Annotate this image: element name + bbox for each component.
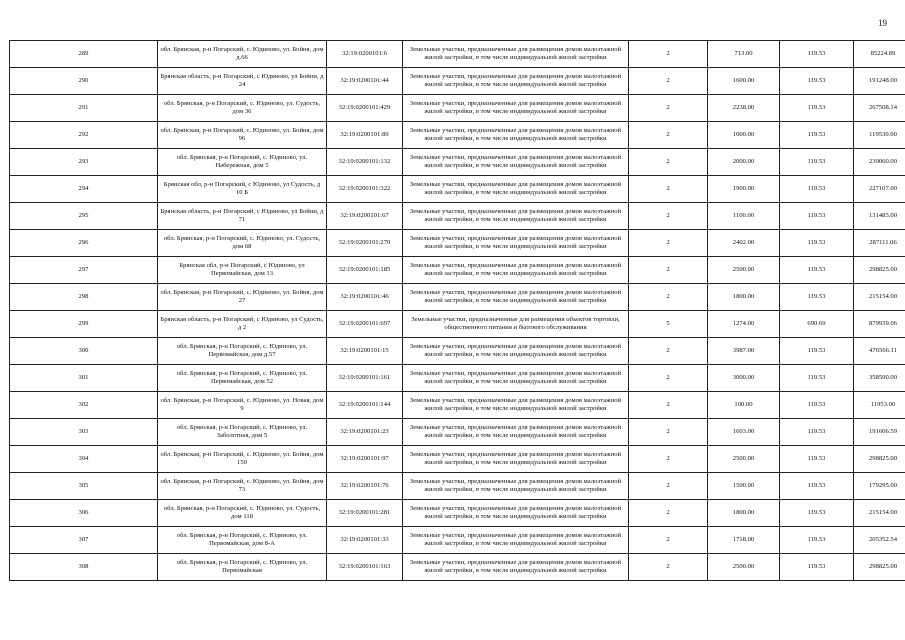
- row-number-cell: 290: [10, 68, 158, 95]
- table-row: [10, 338, 905, 365]
- address-cell: Брянская область, р-н Погарский, с Юдиново, ул Бойни, д 24: [158, 68, 327, 95]
- cadastral-number-cell: 32:19:0200101:15: [327, 338, 403, 365]
- category-cell: 2: [629, 473, 708, 500]
- permitted-use-cell: Земельные участки, предназначенные для размещения домов малоэтажной жилой застройки, в том числе индивидуальной жилой застройки: [403, 446, 629, 473]
- category-cell: 2: [629, 203, 708, 230]
- rate-cell: 119.53: [780, 392, 854, 419]
- table-row: [10, 419, 905, 446]
- permitted-use-cell: Земельные участки, предназначенные для размещения домов малоэтажной жилой застройки, в том числе индивидуальной жилой застройки: [403, 554, 629, 581]
- category-cell: 2: [629, 500, 708, 527]
- rate-cell: 119.53: [780, 554, 854, 581]
- page-number: 19: [878, 18, 887, 28]
- cadastral-value-cell: 298825.00: [854, 257, 905, 284]
- category-cell: 2: [629, 365, 708, 392]
- permitted-use-cell: Земельные участки, предназначенные для размещения объектов торговли, общественного питания и бытового обслуживания: [403, 311, 629, 338]
- area-cell: 2402.00: [708, 230, 780, 257]
- cadastral-number-cell: 32:19:0200101:44: [327, 68, 403, 95]
- table-row: [10, 392, 905, 419]
- row-number-cell: 308: [10, 554, 158, 581]
- table-row: [10, 311, 905, 338]
- permitted-use-cell: Земельные участки, предназначенные для размещения домов малоэтажной жилой застройки, в том числе индивидуальной жилой застройки: [403, 257, 629, 284]
- cadastral-value-cell: 239060.00: [854, 149, 905, 176]
- row-number-cell: 298: [10, 284, 158, 311]
- category-cell: 2: [629, 419, 708, 446]
- table-row: [10, 365, 905, 392]
- area-cell: 2500.00: [708, 554, 780, 581]
- category-cell: 2: [629, 68, 708, 95]
- cadastral-value-cell: 191606.59: [854, 419, 905, 446]
- category-cell: 2: [629, 149, 708, 176]
- row-number-cell: 289: [10, 41, 158, 68]
- category-cell: 2: [629, 554, 708, 581]
- cadastral-value-cell: 119530.00: [854, 122, 905, 149]
- rate-cell: 119.53: [780, 68, 854, 95]
- row-number-cell: 296: [10, 230, 158, 257]
- address-cell: обл. Брянская, р-н Погарский, с. Юдиново, ул. Набережная, дом 5: [158, 149, 327, 176]
- cadastral-value-cell: 85224.89: [854, 41, 905, 68]
- category-cell: 2: [629, 392, 708, 419]
- cadastral-value-cell: 267508.14: [854, 95, 905, 122]
- cadastral-number-cell: 32:19:0200101:144: [327, 392, 403, 419]
- area-cell: 2500.00: [708, 257, 780, 284]
- rate-cell: 119.53: [780, 500, 854, 527]
- address-cell: обл. Брянская, р-н Погарский, с. Юдиново, ул. Судость, дом 36: [158, 95, 327, 122]
- category-cell: 2: [629, 122, 708, 149]
- row-number-cell: 300: [10, 338, 158, 365]
- area-cell: 1100.00: [708, 203, 780, 230]
- rate-cell: 119.53: [780, 365, 854, 392]
- permitted-use-cell: Земельные участки, предназначенные для размещения домов малоэтажной жилой застройки, в том числе индивидуальной жилой застройки: [403, 176, 629, 203]
- cadastral-value-cell: 879939.06: [854, 311, 905, 338]
- address-cell: обл. Брянская, р-н Погарский, с. Юдиново, ул. Бойня, дом 73: [158, 473, 327, 500]
- table-row: [10, 554, 905, 581]
- table-row: [10, 473, 905, 500]
- rate-cell: 119.53: [780, 473, 854, 500]
- cadastral-number-cell: 32:19:0200101:67: [327, 203, 403, 230]
- address-cell: обл. Брянская, р-н Погарский, с. Юдиново, ул. Первомайская, дом 52: [158, 365, 327, 392]
- cadastral-number-cell: 32:19:0200101:76: [327, 473, 403, 500]
- area-cell: 1600.00: [708, 68, 780, 95]
- cadastral-value-cell: 287111.06: [854, 230, 905, 257]
- row-number-cell: 295: [10, 203, 158, 230]
- table-row: [10, 95, 905, 122]
- area-cell: 2500.00: [708, 446, 780, 473]
- row-number-cell: 307: [10, 527, 158, 554]
- cadastral-value-cell: 298825.00: [854, 446, 905, 473]
- table-row: [10, 284, 905, 311]
- permitted-use-cell: Земельные участки, предназначенные для размещения домов малоэтажной жилой застройки, в том числе индивидуальной жилой застройки: [403, 122, 629, 149]
- category-cell: 5: [629, 311, 708, 338]
- row-number-cell: 306: [10, 500, 158, 527]
- address-cell: обл. Брянская, р-н Погарский, с. Юдиново, ул. Судость, дом 118: [158, 500, 327, 527]
- area-cell: 2000.00: [708, 149, 780, 176]
- rate-cell: 119.53: [780, 257, 854, 284]
- table-row: [10, 527, 905, 554]
- category-cell: 2: [629, 338, 708, 365]
- rate-cell: 119.53: [780, 446, 854, 473]
- rate-cell: 690.69: [780, 311, 854, 338]
- rate-cell: 119.53: [780, 203, 854, 230]
- rate-cell: 119.53: [780, 176, 854, 203]
- permitted-use-cell: Земельные участки, предназначенные для размещения домов малоэтажной жилой застройки, в том числе индивидуальной жилой застройки: [403, 230, 629, 257]
- cadastral-number-cell: 32:19:0200101:23: [327, 419, 403, 446]
- cadastral-number-cell: 32:19:0200101:6: [327, 41, 403, 68]
- address-cell: обл. Брянская, р-н Погарский, с. Юдиново, ул. Заболотная, дом 5: [158, 419, 327, 446]
- cadastral-value-cell: 215154.00: [854, 500, 905, 527]
- address-cell: обл. Брянская, р-н Погарский, с. Юдиново, ул. Бойня, дом 96: [158, 122, 327, 149]
- row-number-cell: 302: [10, 392, 158, 419]
- area-cell: 3987.00: [708, 338, 780, 365]
- row-number-cell: 305: [10, 473, 158, 500]
- rate-cell: 119.53: [780, 284, 854, 311]
- area-cell: 1274.00: [708, 311, 780, 338]
- address-cell: обл. Брянская, р-н Погарский, с. Юдиново, ул. Первомайская: [158, 554, 327, 581]
- cadastral-value-cell: 215154.00: [854, 284, 905, 311]
- permitted-use-cell: Земельные участки, предназначенные для размещения домов малоэтажной жилой застройки, в том числе индивидуальной жилой застройки: [403, 149, 629, 176]
- permitted-use-cell: Земельные участки, предназначенные для размещения домов малоэтажной жилой застройки, в том числе индивидуальной жилой застройки: [403, 419, 629, 446]
- cadastral-value-cell: 476566.11: [854, 338, 905, 365]
- row-number-cell: 292: [10, 122, 158, 149]
- area-cell: 1718.00: [708, 527, 780, 554]
- cadastral-number-cell: 32:19:0200101:33: [327, 527, 403, 554]
- cadastral-value-cell: 191248.00: [854, 68, 905, 95]
- table-row: [10, 500, 905, 527]
- row-number-cell: 297: [10, 257, 158, 284]
- rate-cell: 119.53: [780, 95, 854, 122]
- cadastral-value-cell: 298825.00: [854, 554, 905, 581]
- area-cell: 1500.00: [708, 473, 780, 500]
- table-row: [10, 230, 905, 257]
- cadastral-number-cell: 32:19:0200101:270: [327, 230, 403, 257]
- permitted-use-cell: Земельные участки, предназначенные для размещения домов малоэтажной жилой застройки, в том числе индивидуальной жилой застройки: [403, 365, 629, 392]
- area-cell: 1800.00: [708, 284, 780, 311]
- permitted-use-cell: Земельные участки, предназначенные для размещения домов малоэтажной жилой застройки, в том числе индивидуальной жилой застройки: [403, 284, 629, 311]
- cadastral-value-cell: 179295.00: [854, 473, 905, 500]
- area-cell: 2238.00: [708, 95, 780, 122]
- cadastral-number-cell: 32:19:0200101:185: [327, 257, 403, 284]
- cadastral-number-cell: 32:19:0200101:132: [327, 149, 403, 176]
- table-row: [10, 176, 905, 203]
- permitted-use-cell: Земельные участки, предназначенные для размещения домов малоэтажной жилой застройки, в том числе индивидуальной жилой застройки: [403, 68, 629, 95]
- category-cell: 2: [629, 284, 708, 311]
- land-register-table: [9, 40, 905, 581]
- rate-cell: 119.53: [780, 338, 854, 365]
- cadastral-value-cell: 227107.00: [854, 176, 905, 203]
- permitted-use-cell: Земельные участки, предназначенные для размещения домов малоэтажной жилой застройки, в том числе индивидуальной жилой застройки: [403, 392, 629, 419]
- row-number-cell: 301: [10, 365, 158, 392]
- row-number-cell: 294: [10, 176, 158, 203]
- address-cell: Брянская область, р-н Погарский, с Юдиново, ул Бойни, д 71: [158, 203, 327, 230]
- address-cell: обл. Брянская, р-н Погарский, с. Юдиново, ул. Судость, дом 68: [158, 230, 327, 257]
- cadastral-value-cell: 11953.00: [854, 392, 905, 419]
- category-cell: 2: [629, 95, 708, 122]
- cadastral-number-cell: 32:19:0200101:163: [327, 554, 403, 581]
- area-cell: 1603.00: [708, 419, 780, 446]
- area-cell: 100.00: [708, 392, 780, 419]
- cadastral-number-cell: 32:19:0200101:161: [327, 365, 403, 392]
- cadastral-value-cell: 131483.00: [854, 203, 905, 230]
- rate-cell: 119.53: [780, 419, 854, 446]
- table-row: [10, 203, 905, 230]
- permitted-use-cell: Земельные участки, предназначенные для размещения домов малоэтажной жилой застройки, в том числе индивидуальной жилой застройки: [403, 95, 629, 122]
- row-number-cell: 291: [10, 95, 158, 122]
- address-cell: обл. Брянская, р-н Погарский, с. Юдиново, ул. Бойня, дом 150: [158, 446, 327, 473]
- address-cell: обл. Брянская, р-н Погарский, с. Юдиново, ул. Новая, дом 9: [158, 392, 327, 419]
- rate-cell: 119.53: [780, 41, 854, 68]
- row-number-cell: 304: [10, 446, 158, 473]
- table-row: [10, 41, 905, 68]
- table-row: [10, 149, 905, 176]
- cadastral-number-cell: 32:19:0200101:322: [327, 176, 403, 203]
- address-cell: Брянская обл, р-н Погарский, с Юдиново, ул Первомайская, дом 13: [158, 257, 327, 284]
- cadastral-value-cell: 358590.00: [854, 365, 905, 392]
- rate-cell: 119.53: [780, 230, 854, 257]
- permitted-use-cell: Земельные участки, предназначенные для размещения домов малоэтажной жилой застройки, в том числе индивидуальной жилой застройки: [403, 473, 629, 500]
- permitted-use-cell: Земельные участки, предназначенные для размещения домов малоэтажной жилой застройки, в том числе индивидуальной жилой застройки: [403, 527, 629, 554]
- area-cell: 713.00: [708, 41, 780, 68]
- address-cell: Брянская область, р-н Погарский, с Юдиново, ул Судость, д 2: [158, 311, 327, 338]
- table-row: [10, 257, 905, 284]
- table-body: [10, 41, 905, 581]
- area-cell: 3000.00: [708, 365, 780, 392]
- address-cell: обл. Брянская, р-н Погарский, с. Юдиново, ул. Бойня, дом 27: [158, 284, 327, 311]
- rate-cell: 119.53: [780, 122, 854, 149]
- cadastral-number-cell: 32:19:0200101:46: [327, 284, 403, 311]
- row-number-cell: 293: [10, 149, 158, 176]
- category-cell: 2: [629, 176, 708, 203]
- permitted-use-cell: Земельные участки, предназначенные для размещения домов малоэтажной жилой застройки, в том числе индивидуальной жилой застройки: [403, 41, 629, 68]
- permitted-use-cell: Земельные участки, предназначенные для размещения домов малоэтажной жилой застройки, в том числе индивидуальной жилой застройки: [403, 338, 629, 365]
- category-cell: 2: [629, 41, 708, 68]
- table-row: [10, 68, 905, 95]
- table-row: [10, 122, 905, 149]
- table-row: [10, 446, 905, 473]
- area-cell: 1800.00: [708, 500, 780, 527]
- address-cell: Брянская обл, р-н Погарский, с Юдиново, ул Судость, д 10 Б: [158, 176, 327, 203]
- category-cell: 2: [629, 257, 708, 284]
- address-cell: обл. Брянская, р-н Погарский, с. Юдиново, ул. Первомайская, дом д.57: [158, 338, 327, 365]
- address-cell: обл. Брянская, р-н Погарский, с. Юдиново, ул. Первомайская, дом 8-А: [158, 527, 327, 554]
- rate-cell: 119.53: [780, 527, 854, 554]
- cadastral-number-cell: 32:19:0200101:89: [327, 122, 403, 149]
- cadastral-number-cell: 32:19:0200101:97: [327, 446, 403, 473]
- category-cell: 2: [629, 527, 708, 554]
- cadastral-number-cell: 32:19:0200101:697: [327, 311, 403, 338]
- area-cell: 1000.00: [708, 122, 780, 149]
- cadastral-number-cell: 32:19:0200101:429: [327, 95, 403, 122]
- row-number-cell: 303: [10, 419, 158, 446]
- rate-cell: 119.53: [780, 149, 854, 176]
- area-cell: 1900.00: [708, 176, 780, 203]
- cadastral-value-cell: 205352.54: [854, 527, 905, 554]
- address-cell: обл. Брянская, р-н Погарский, с. Юдиново, ул. Бойня, дом д.66: [158, 41, 327, 68]
- category-cell: 2: [629, 230, 708, 257]
- permitted-use-cell: Земельные участки, предназначенные для размещения домов малоэтажной жилой застройки, в том числе индивидуальной жилой застройки: [403, 203, 629, 230]
- cadastral-number-cell: 32:19:0200101:281: [327, 500, 403, 527]
- category-cell: 2: [629, 446, 708, 473]
- permitted-use-cell: Земельные участки, предназначенные для размещения домов малоэтажной жилой застройки, в том числе индивидуальной жилой застройки: [403, 500, 629, 527]
- row-number-cell: 299: [10, 311, 158, 338]
